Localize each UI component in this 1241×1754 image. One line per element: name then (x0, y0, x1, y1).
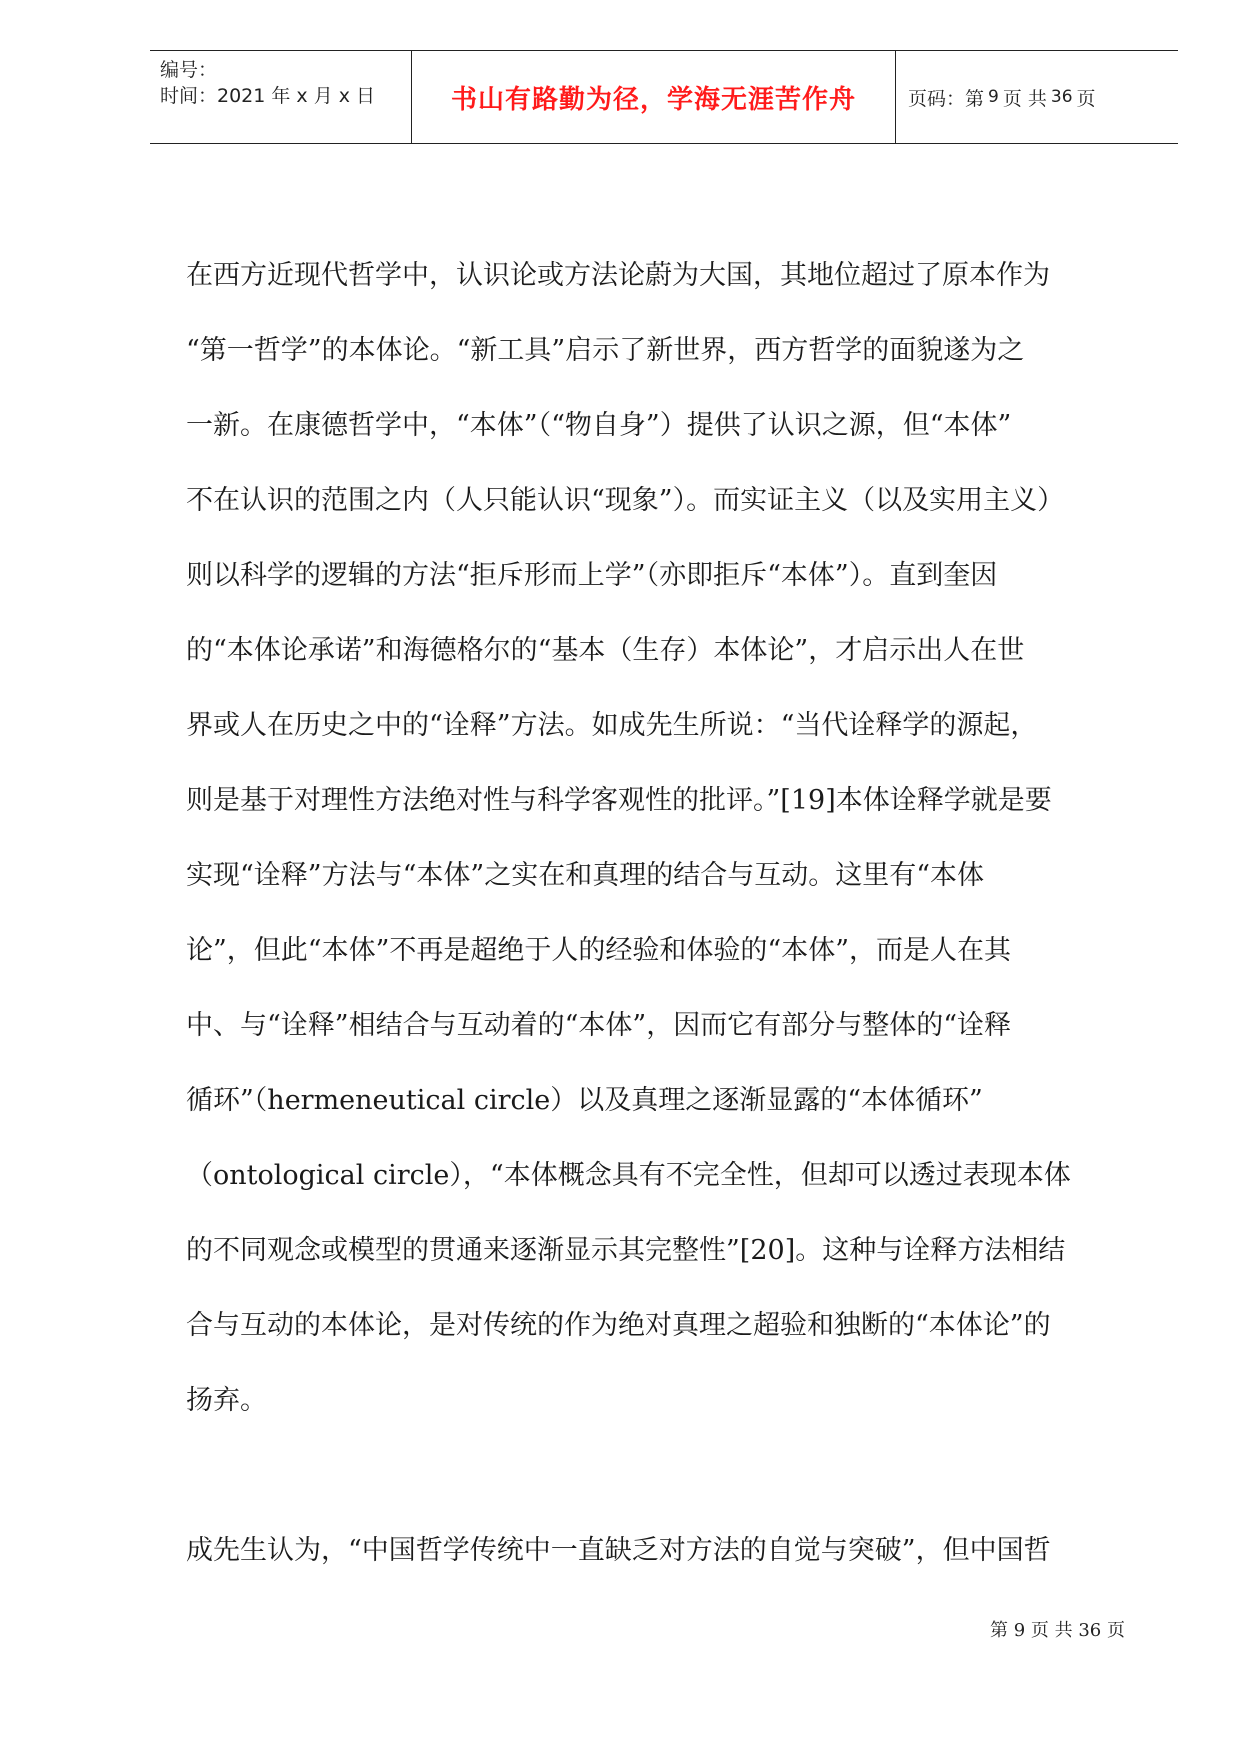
text-line: 一新。在康德哲学中，“本体”（“物自身”）提供了认识之源，但“本体” (186, 410, 1012, 441)
text-line: 则是基于对理性方法绝对性与科学客观性的批评。”[19]本体诠释学就是要 (186, 785, 1052, 816)
text-line: 则以科学的逻辑的方法“拒斥形而上学”（亦即拒斥“本体”）。直到奎因 (186, 560, 998, 591)
paragraph-1 (186, 258, 1146, 1458)
page-total: 36 (1050, 87, 1073, 107)
header-page-number (896, 51, 1178, 143)
page-footer: 第 9 页 共 36 页 (990, 1620, 1125, 1641)
page-label-suffix: 页 (1076, 87, 1096, 110)
text-line: 论”，但此“本体”不再是超绝于人的经验和体验的“本体”，而是人在其 (186, 935, 1012, 966)
text-line: “第一哲学”的本体论。“新工具”启示了新世界，西方哲学的面貌遂为之 (186, 335, 1025, 366)
text-line: 在西方近现代哲学中，认识论或方法论蔚为大国，其地位超过了原本作为 (186, 260, 1050, 291)
page-current: 9 (988, 87, 999, 107)
text-line: 不在认识的范围之内（人只能认识“现象”）。而实证主义（以及实用主义） (186, 485, 1065, 516)
document-body (186, 258, 1146, 1608)
page-label-prefix: 页码：第 (908, 87, 985, 110)
paragraph-gap (186, 1458, 1146, 1533)
paragraph-2 (186, 1533, 1146, 1608)
page-label-mid: 页 共 (1002, 87, 1047, 110)
text-line: 中、与“诠释”相结合与互动着的“本体”，因而它有部分与整体的“诠释 (186, 1010, 1012, 1041)
text-line: 的“本体论承诺”和海德格尔的“基本（生存）本体论”，才启示出人在世 (186, 635, 1025, 666)
header-motto: 书山有路勤为径，学海无涯苦作舟 (412, 51, 896, 143)
text-line: 合与互动的本体论，是对传统的作为绝对真理之超验和独断的“本体论”的 (186, 1310, 1051, 1341)
text-line: 界或人在历史之中的“诠释”方法。如成先生所说：“当代诠释学的源起， (186, 710, 1038, 741)
text-line: 的不同观念或模型的贯通来逐渐显示其完整性”[20]。这种与诠释方法相结 (186, 1235, 1066, 1266)
text-line: 成先生认为，“中国哲学传统中一直缺乏对方法的自觉与突破”，但中国哲 (186, 1535, 1051, 1566)
text-line: 扬弃。 (186, 1385, 267, 1416)
text-line: （ontological circle），“本体概念具有不完全性，但却可以透过表现本体 (186, 1160, 1071, 1191)
serial-label: 编号： (160, 59, 218, 81)
text-line: 循环”（hermeneutical circle）以及真理之逐渐显露的“本体循环” (186, 1085, 983, 1116)
time-label: 时间：2021 年 x 月 x 日 (160, 85, 376, 107)
page-header (150, 50, 1178, 144)
text-line: 实现“诠释”方法与“本体”之实在和真理的结合与互动。这里有“本体 (186, 860, 985, 891)
header-meta (150, 51, 412, 143)
